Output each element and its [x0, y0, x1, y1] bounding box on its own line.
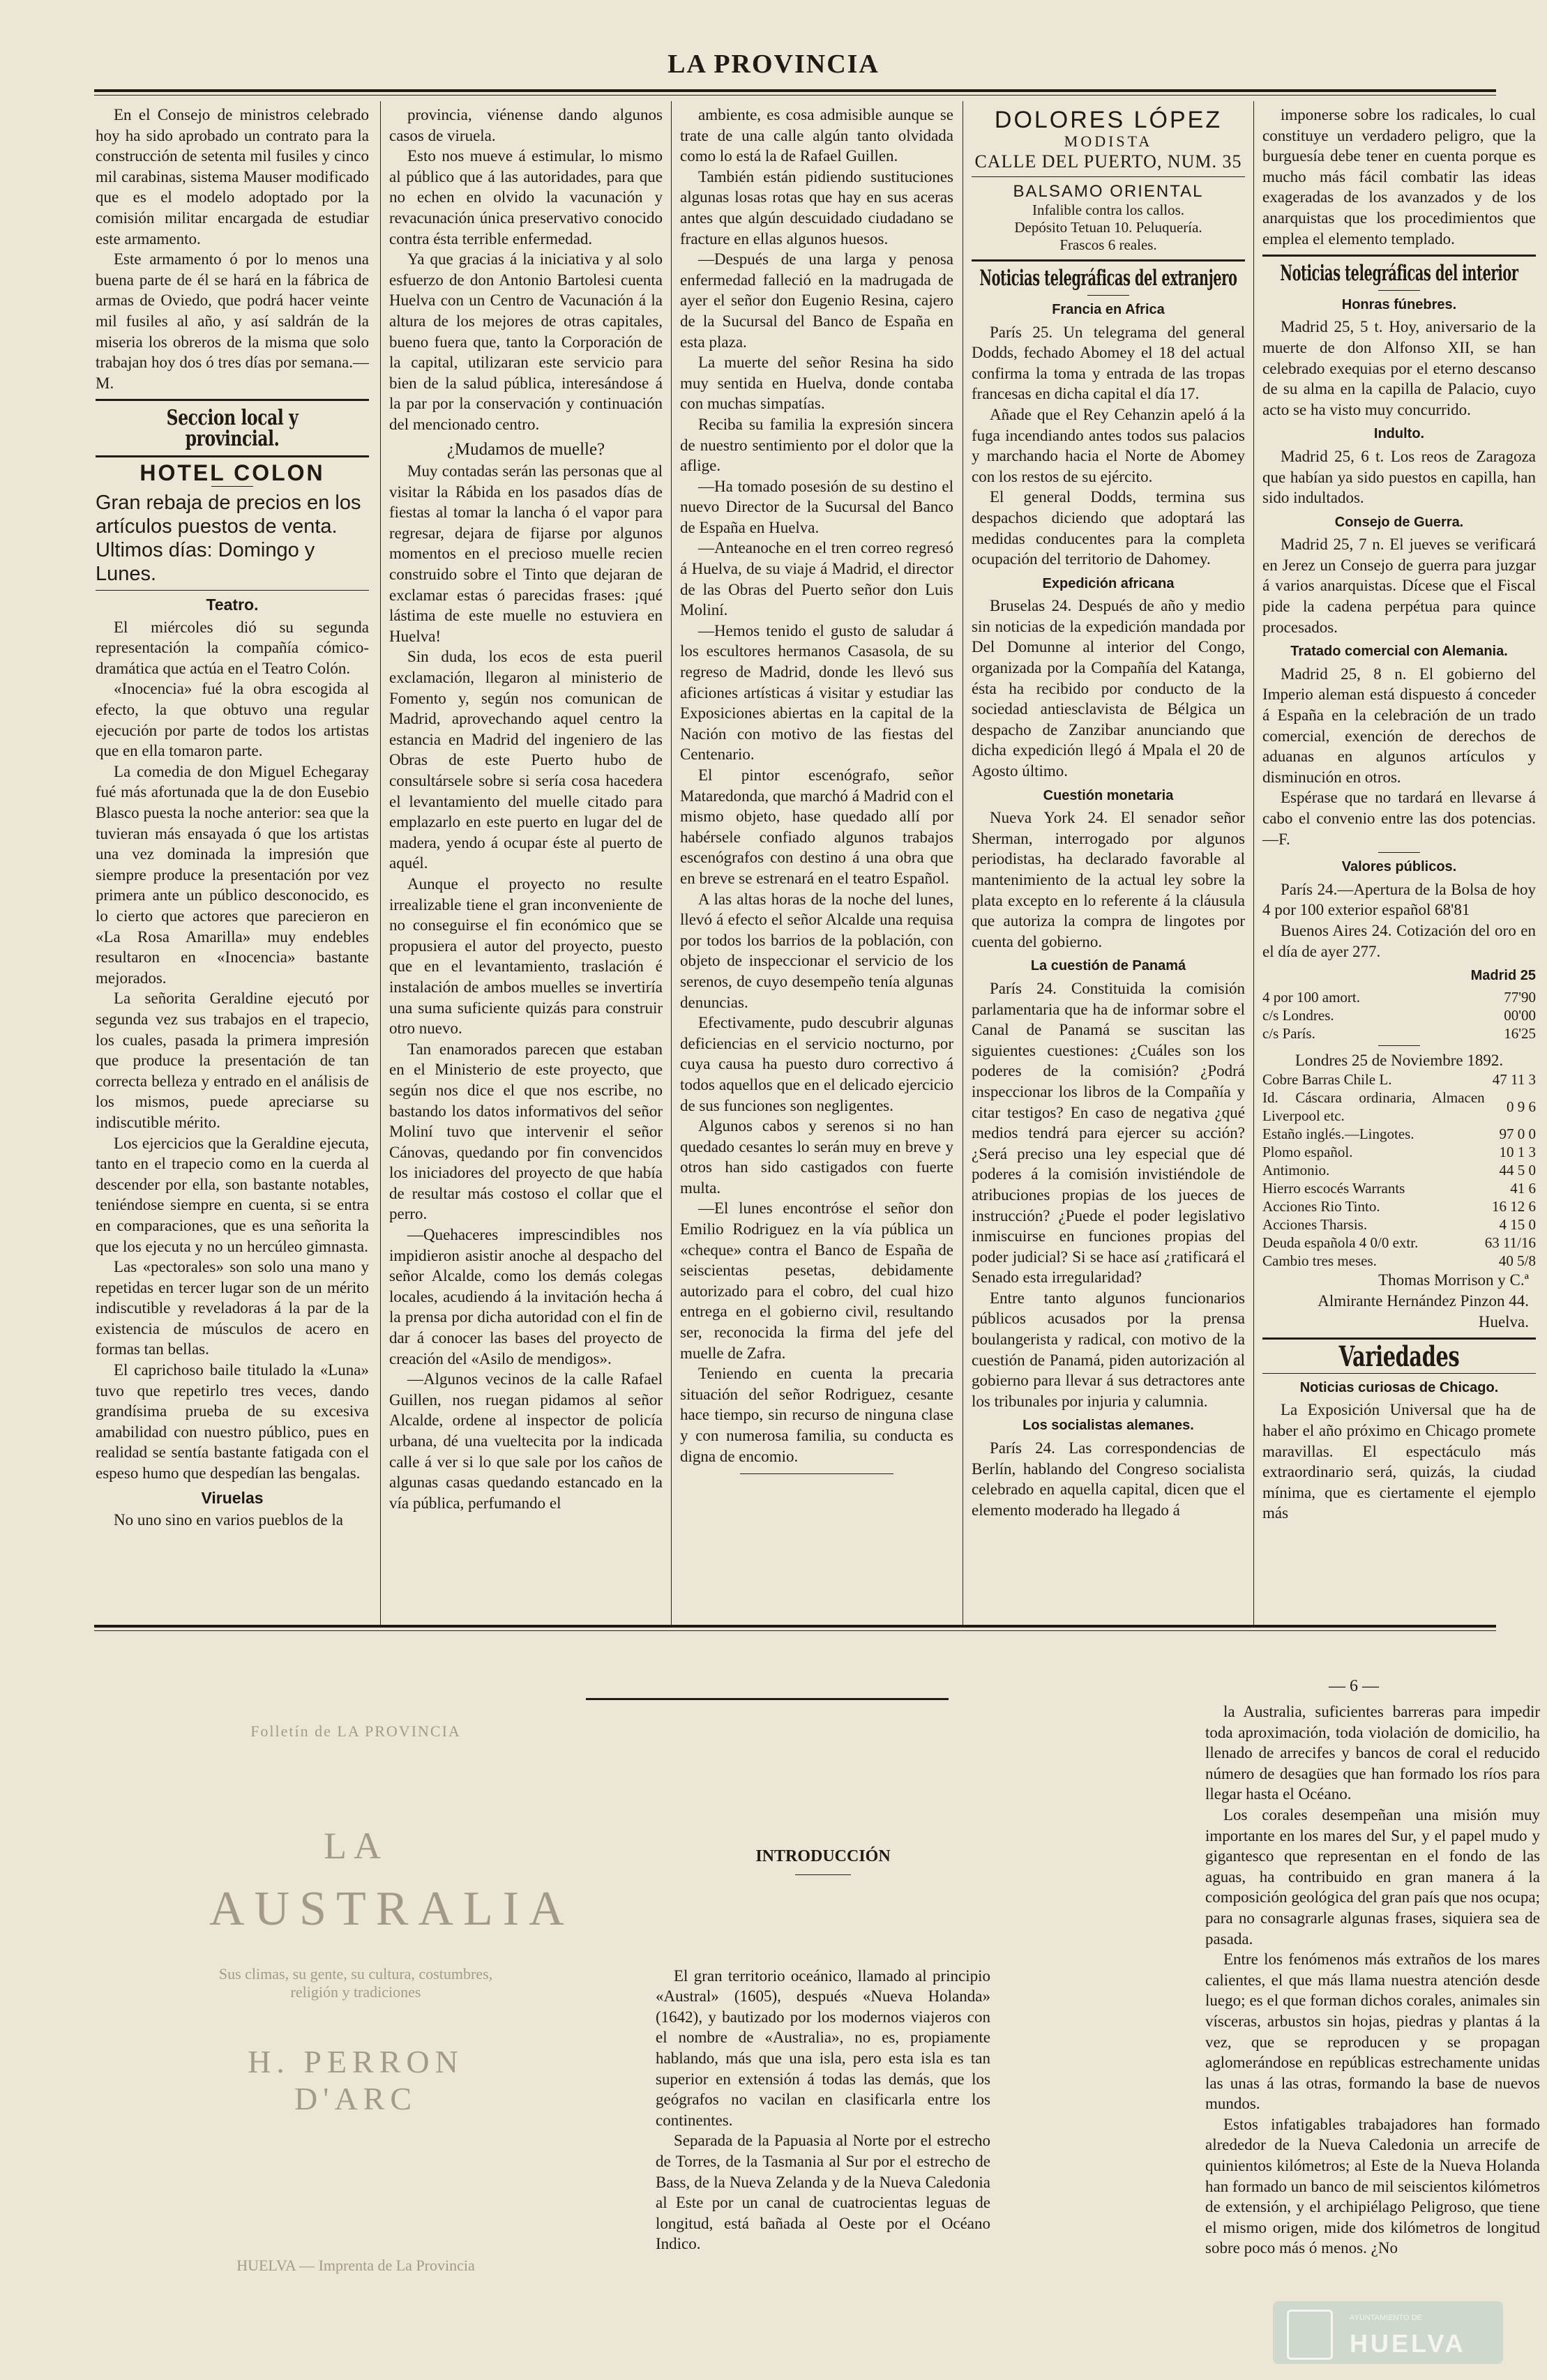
paragraph: Entre tanto algunos funcionarios públicos acusados por la prensa boulangerista y radical, con motivo de la cuestión de Panamá, piden autorización al gobierno para llevar á sus detractores ante los tribunales por injuria y calumnia.: [972, 1289, 1245, 1410]
paragraph: Este armamento ó por lo menos una buena parte de él se hará en la fábrica de armas de Oviedo, que podrá hacer veinte mil fusiles al año, y así saldrán de la miseria los obreros de la misma que solo trabajan hoy dos ó tres días por semana.—M.: [96, 250, 369, 392]
paragraph: París 25. Un telegrama del general Dodds, fechado Abomey el 18 del actual confirma la toma y entrada de las tropas francesas en dicha capital el día 17.: [972, 323, 1245, 403]
row-label: Antimonio.: [1262, 1162, 1330, 1179]
guerra-heading: Consejo de Guerra.: [1334, 514, 1464, 530]
valores-body: [1262, 879, 1536, 962]
column-3: [680, 105, 953, 1597]
divider: [96, 590, 369, 591]
francia-heading: Francia en Africa: [1052, 301, 1165, 317]
row-value: 77'90: [1504, 988, 1536, 1006]
paragraph: Nueva York 24. El senador señor Sherman, interrogado por algunos periodistas, ha declarado favorable al mantenimiento de la actual ley sobre la plata excepto en lo referente á la cláusula que autoriza la compra de lingotes por cuenta del gobierno.: [972, 809, 1245, 950]
paragraph: El general Dodds, termina sus despachos diciendo que adoptará las medidas conducentes para la completa ocupación del territorio de Dahomey.: [972, 488, 1245, 568]
col1-intro: [96, 105, 369, 393]
chicago-body: [1262, 1400, 1536, 1524]
francia-body: [972, 322, 1245, 570]
section-title-local: Seccion local y provincial.: [166, 406, 299, 451]
paragraph: —Algunos vecinos de la calle Rafael Guillen, nos ruegan pidamos al señor Alcalde, ordene al inspector de policía urbana, dé una vueltecita por la indicada calle á ver si lo que sale por los caños de algunas casas quedando estancado en la vía pública, perfumando el: [389, 1370, 663, 1512]
spacer: [656, 1882, 990, 1966]
stamp-text: HUELVA: [1350, 2329, 1466, 2358]
table-row: [1262, 1252, 1536, 1270]
col5-body: [1262, 105, 1536, 249]
divider: [96, 455, 369, 457]
honras-body: [1262, 317, 1536, 420]
cuestion-body: [972, 808, 1245, 952]
table-row: [1262, 1089, 1536, 1125]
col3-body: [680, 105, 953, 1466]
paragraph: Separada de la Papuasia al Norte por el estrecho de Torres, de la Tasmania al Sur por el estrecho de Bass, de la Nueva Zelanda y de la Nueva Caledonia al Este por un canal de cuatrocientas leguas de longitud, está bañada al Oeste por el Océano Indico.: [656, 2132, 990, 2253]
column-2: [389, 105, 663, 1611]
masthead: LA PROVINCIA: [667, 50, 880, 79]
madrid-table: [1262, 988, 1536, 1043]
column-5: [1262, 105, 1536, 1611]
divider: [96, 399, 369, 401]
row-label: Acciones Rio Tinto.: [1262, 1198, 1380, 1215]
paragraph: —Hemos tenido el gusto de saludar á los escultores hermanos Casasola, de su regreso de Madrid, donde les llevó sus aficiones artísticas á visitar y estudiar las Exposiciones abiertas en la capital de la Nación con motivo de las fiestas del Centenario.: [680, 621, 953, 764]
column-1: [96, 105, 369, 1611]
paragraph: la Australia, suficientes barreras para impedir toda aproximación, toda violación de domicilio, ha llenado de arrecifes y bancos de coral el reducido número de desagües que han formado los ríos para llegar hasta el Océano.: [1205, 1703, 1540, 1803]
short-rule: [1378, 290, 1420, 291]
paragraph: La señorita Geraldine ejecutó por segunda vez sus trabajos en el trapecio, los cuales, pasada la primera impresión que produce la presentación de tan correcta belleza y entrado en el análisis de los mismos, puede apreciarse su indiscutible mérito.: [96, 990, 369, 1131]
section-title-extranjero: Noticias telegráficas del extranjero: [979, 266, 1237, 291]
ad-line: Depósito Tetuan 10. Peluquería.: [1014, 219, 1202, 236]
paragraph: Aunque el proyecto no resulte irrealizable tiene el gran inconveniente de no conseguirse el fin económico que se propusiera el autor del proyecto, puesto que en el levantamiento, traslación é instalación de ambos muelles se invertiría una suma suficiente quizás para construir otro nuevo.: [389, 874, 663, 1038]
paragraph: ambiente, es cosa admisible aunque se trate de una calle algún tanto olvidada como lo está la de Rafael Guillen.: [680, 106, 953, 165]
paragraph: —Anteanoche en el tren correo regresó á Huelva, de su viaje á Madrid, el director de las Obras del Puerto señor don Luis Moliní.: [680, 539, 953, 619]
hotel-text: Gran rebaja de precios en los artículos puestos de venta. Ultimos días: Domingo y Lunes.: [96, 492, 361, 586]
page-bottom-rule: [94, 1625, 1496, 1628]
short-rule: [1378, 1045, 1420, 1046]
divider: [972, 259, 1245, 262]
folletin-rule: [586, 1698, 949, 1700]
table-row: [1262, 1143, 1536, 1161]
col2-body: [389, 105, 663, 435]
hotel-name: HOTEL COLON: [139, 460, 325, 485]
paragraph: Efectivamente, pudo descubrir algunas deficiencias en el servicio nocturno, por cuya causa ha puesto duro correctivo á todos aquellos que en el delicado ejercicio de sus funciones son negligentes.: [680, 1014, 953, 1114]
row-label: Cobre Barras Chile L.: [1262, 1071, 1392, 1089]
panama-heading: La cuestión de Panamá: [1030, 958, 1186, 974]
divider: [1262, 255, 1536, 257]
row-value: 4 15 0: [1499, 1216, 1536, 1234]
paragraph: El caprichoso baile titulado la «Luna» tuvo que repetirlo tres veces, dando grandísima prueba de su excesiva amabilidad con nuestro público, pues en realidad se sentía bastante fatigada con el espeso humo que despedían las bengalas.: [96, 1361, 369, 1483]
paragraph: La comedia de don Miguel Echegaray fué más afortunada que la de don Eusebio Blasco puesta la noche anterior: sea que la tuvieran más ensayada ó que los artistas una vez dominada la impresión que siempre produce la presentación por vez primera ante un público desconocido, es lo cierto que actores que parecieron en «La Rosa Amarilla» muy endebles resultaron en «Inocencia» bastante mejorados.: [96, 762, 369, 987]
chicago-heading: Noticias curiosas de Chicago.: [1299, 1379, 1499, 1395]
table-row: [1262, 1197, 1536, 1215]
paragraph: También están pidiendo sustituciones algunas losas rotas que hay en sus aceras antes que algún descuidado ciudadano se fracture en ellas algunos huesos.: [680, 167, 953, 248]
indulto-heading: Indulto.: [1373, 426, 1425, 442]
row-value: 00'00: [1504, 1006, 1536, 1024]
intro-title: INTRODUCCIÓN: [755, 1847, 891, 1865]
introduccion-column: [656, 1841, 990, 2253]
table-row: [1262, 1070, 1536, 1089]
short-rule: [795, 1874, 851, 1875]
tratado-body: [1262, 664, 1536, 849]
row-label: Plomo español.: [1262, 1144, 1353, 1161]
column-4: [972, 105, 1245, 1611]
table-row: [1262, 1215, 1536, 1234]
paragraph: Los corales desempeñan una misión muy importante en los mares del Sur, y el papel mudo y gigantesco que representan en el fondo de las aguas, ha contribuido en gran manera á la composición geológica del gran país que nos ocupa; para no consagrarle algunas frases, siquiera sea de pasada.: [1205, 1805, 1540, 1948]
row-value: 10 1 3: [1499, 1144, 1536, 1161]
ad-modista: MODISTA: [1064, 132, 1153, 150]
muelle-body: [389, 461, 663, 1513]
row-value: 0 9 6: [1507, 1098, 1536, 1116]
row-label: Deuda española 4 0/0 extr.: [1262, 1234, 1419, 1252]
cuestion-heading: Cuestión monetaria: [1043, 787, 1174, 803]
paragraph: imponerse sobre los radicales, lo cual constituye un verdadero peligro, que la burguesía debe tener en cuenta porque es mucho más fácil combatir las ideas exageradas de los avanzados y de los anarquistas que los procedimientos que emplea el elemento templado.: [1262, 106, 1536, 248]
row-label: 4 por 100 amort.: [1262, 988, 1360, 1006]
ad-line: Infalible contra los callos.: [1032, 202, 1185, 219]
short-rule: [1378, 852, 1420, 853]
paragraph: Espérase que no tardará en llevarse á cabo el convenio entre las dos potencias.—F.: [1262, 789, 1536, 848]
paragraph: Teniendo en cuenta la precaria situación del señor Rodriguez, cesante hace tiempo, sin recurso de ninguna clase y con numerosa familia, su conducta es digna de encomio.: [680, 1365, 953, 1465]
ad-line: Frascos 6 reales.: [1059, 236, 1157, 254]
row-label: Estaño inglés.—Lingotes.: [1262, 1125, 1414, 1143]
variedades-title: Variedades: [1338, 1340, 1460, 1374]
paragraph: El pintor escenógrafo, señor Mataredonda, que marchó á Madrid con el mismo objeto, hase quedado allí por habérsele confiado algunos trabajos escenógrafos con destino á una obra que en breve se estrenará en el teatro Español.: [680, 766, 953, 887]
teatro-body: [96, 617, 369, 1484]
masthead-rule-thin: [94, 95, 1496, 96]
paragraph: —El lunes encontróse el señor don Emilio Rodriguez en la vía pública un «cheque» contra el Banco de España de seiscientas pesetas, debidamente autorizado para el cobro, del cual hizo entrega en el gobierno civil, resultando ser, reconocida la firma del jefe del muelle de Zafra.: [680, 1199, 953, 1362]
page-number: — 6 —: [1329, 1677, 1379, 1695]
paragraph: Bruselas 24. Después de año y medio sin noticias de la expedición mandada por Del Domunne al interior del Congo, organizada por la Compañía del Katanga, ésta ha recibido por conducto de la sociedad antiesclavista de Bélgica un despacho de Zanzibar anunciando que dicha expedición llegó á Mpala el 20 de Agosto último.: [972, 597, 1245, 780]
signature: Almirante Hernández Pinzon 44.: [1318, 1291, 1529, 1310]
paragraph: París 24. Las correspondencias de Berlín, hablando del Congreso socialista celebrado en aquella capital, dicen que el elemento moderado ha llegado á: [972, 1439, 1245, 1519]
panama-body: [972, 978, 1245, 1411]
madrid-heading: Madrid 25: [1470, 968, 1536, 984]
paragraph: Reciba su familia la expresión sincera de nuestro sentimiento por el dolor que la aflige.: [680, 415, 953, 475]
expedicion-body: [972, 596, 1245, 781]
paragraph: —Ha tomado posesión de su destino el nuevo Director de la Sucursal del Banco de España en Huelva.: [680, 477, 953, 536]
signature: Huelva.: [1478, 1312, 1529, 1331]
table-row: [1262, 1234, 1536, 1252]
paragraph: Ya que gracias á la iniciativa y al solo esfuerzo de don Antonio Bartolesi cuenta Huelva con un Centro de Vacunación á la altura de los mejores de otras capitales, bueno fuera que, tanto la Corporación de la capital, utilizaran este servicio para bien de la salud pública, interesándose á la par por la conservación y continuación del mencionado centro.: [389, 250, 663, 433]
ad-dolores-lopez: DOLORES LÓPEZ: [994, 107, 1223, 133]
masthead-rule: [94, 89, 1496, 92]
column-separator: [671, 101, 672, 1625]
ghost-folletin-cover: Folletín de LA PROVINCIA LA AUSTRALIA Sus climas, su gente, su cultura, costumbres, religión y tradiciones H. PERRON D'ARC HUELVA — Imprenta de La Provincia: [209, 1722, 574, 2274]
paragraph: París 24. Constituida la comisión parlamentaria que ha de informar sobre el Canal de Panamá se suscitan las siguientes cuestiones: ¿Cuáles son los poderes de la comisión? ¿Podrá inspeccionar los libros de la Compañía y citar testigos? En caso de negativa ¿qué medios tendrá para ejercer su acción? ¿Será preciso una ley especial que dé poderes á la comisión invistiéndole de atribuciones propias de los jueces de instrucción? ¿Puede el poder legislativo inmiscuirse en funciones propias del poder judicial? Si se hace así ¿ratificará el Senado esta irregularidad?: [972, 979, 1245, 1287]
expedicion-heading: Expedición africana: [1042, 575, 1175, 591]
londres-table: [1262, 1070, 1536, 1270]
paragraph: Tan enamorados parecen que estaban en el Ministerio de este proyecto, que según nos dice el que nos escribe, no bastando los datos informativos del señor Moliní tuvo que intervenir el señor Cánovas, quedando por fin convencidos los iniciadores del proyecto de que había de resultar más costoso el collar que el perro.: [389, 1040, 663, 1223]
paragraph: Sin duda, los ecos de esta pueril exclamación, llegaron al ministerio de Fomento y, según nos comunican de Madrid, aprovechando aquel centro la estancia en Madrid del ingeniero de las Obras de este Puerto hubo de consultársele sobre si sería cosa hacedera el levantamiento del muelle citado para emplazarlo en este puerto en lugar del de madera, yendo á ocupar éste al puerto de aquél.: [389, 648, 663, 872]
indulto-body: [1262, 446, 1536, 508]
paragraph: Esto nos mueve á estimular, lo mismo al público que á las autoridades, para que no echen en olvido la vacunación y revacunación única preservativo conocido contra ésta terrible enfermedad.: [389, 147, 663, 248]
row-label: Cambio tres meses.: [1262, 1252, 1377, 1270]
paragraph: París 24.—Apertura de la Bolsa de hoy 4 por 100 exterior español 68'81: [1262, 880, 1536, 919]
row-label: c/s París.: [1262, 1024, 1315, 1042]
row-label: Hierro escocés Warrants: [1262, 1180, 1405, 1197]
socialistas-heading: Los socialistas alemanes.: [1022, 1418, 1194, 1434]
paragraph: Madrid 25, 6 t. Los reos de Zaragoza que habían ya sido puestos en capilla, han sido indultados.: [1262, 447, 1536, 507]
table-row: [1262, 1024, 1536, 1043]
teatro-heading: Teatro.: [206, 596, 259, 614]
row-value: 40 5/8: [1498, 1252, 1536, 1270]
paragraph: Buenos Aires 24. Cotización del oro en el día de ayer 277.: [1262, 921, 1536, 960]
short-rule: [211, 486, 253, 487]
row-value: 44 5 0: [1499, 1162, 1536, 1179]
paragraph: Madrid 25, 8 n. El gobierno del Imperio aleman está dispuesto á conceder á España en la celebración de un trado comercial, exención de derechos de aduanas en algunos artículos y disminución en otros.: [1262, 665, 1536, 786]
valores-heading: Valores públicos.: [1341, 859, 1457, 875]
paragraph: El miércoles dió su segunda representación la compañía cómico-dramática que actúa en el Teatro Colón.: [96, 618, 369, 677]
row-label: Id. Cáscara ordinaria, Almacen Liverpool etc.: [1262, 1089, 1485, 1125]
paragraph: Algunos cabos y serenos si no han quedado cesantes lo serán muy en breve y otros han sido castigados con fuerte multa.: [680, 1117, 953, 1197]
ad-address: CALLE DEL PUERTO, NUM. 35: [974, 151, 1242, 172]
paragraph: —Después de una larga y penosa enfermedad falleció en la madrugada de ayer el señor don Eugenio Resina, cajero de la Sucursal del Banco de España en esta plaza.: [680, 250, 953, 351]
signature: Thomas Morrison y C.ª: [1378, 1271, 1529, 1289]
row-value: 97 0 0: [1499, 1125, 1536, 1143]
row-value: 47 11 3: [1492, 1071, 1536, 1089]
londres-heading: Londres 25 de Noviembre 1892.: [1295, 1051, 1504, 1069]
paragraph: Entre los fenómenos más extraños de los mares calientes, el que más llama nuestra atención desde luego; es el que forman dichos corales, animales sin vísceras, arbustos sin hojas, piedras y plantas á la vez, que se reproducen y se propagan aglomerándose en repúblicas estrechamente unidas las unas á las otras, formando la base de nuevos mundos.: [1205, 1950, 1540, 2113]
row-value: 63 11/16: [1484, 1234, 1536, 1252]
table-row: [1262, 988, 1536, 1006]
australia-body: [1205, 1701, 1540, 2259]
row-value: 41 6: [1510, 1180, 1536, 1197]
column-separator: [1253, 101, 1254, 1625]
viruelas-start: No uno sino en varios pueblos de la: [114, 1511, 343, 1529]
section-title-interior: Noticias telegráficas del interior: [1280, 261, 1518, 287]
paragraph: Madrid 25, 7 n. El jueves se verificará en Jerez un Consejo de guerra para juzgar á varios anarquistas. Dícese que el Fiscal pide la cadena perpétua para quince procesados.: [1262, 536, 1536, 636]
row-value: 16'25: [1504, 1024, 1536, 1042]
paragraph: «Inocencia» fué la obra escogida al efecto, la que obtuvo una regular ejecución por parte de todos los artistas que en ella tomaron parte.: [96, 680, 369, 760]
stamp-caption: AYUNTAMIENTO DE: [1350, 2314, 1422, 2322]
paragraph: Añade que el Rey Cehanzin apeló á la fuga incendiando antes todos sus palacios y marchando hacia el Norte de Abomey con los restos de su ejército.: [972, 405, 1245, 485]
paragraph: Estos infatigables trabajadores han formado alrededor de la Nueva Caledonia un arrecife de quinientos kilómetros; al Este de la Nueva Holanda han formado un banco de mil seiscientos kilómetros de extensión, y el archipiélago Peligroso, que tiene el mismo origen, mide dos kilómetros de longitud sobre poco más ó menos. ¿No: [1205, 2115, 1540, 2257]
row-label: Acciones Tharsis.: [1262, 1216, 1368, 1234]
australia-right-column: [1205, 1701, 1540, 2364]
row-value: 16 12 6: [1492, 1198, 1536, 1215]
table-row: [1262, 1179, 1536, 1197]
divider: [1262, 1337, 1536, 1340]
ad-balsamo: BALSAMO ORIENTAL: [1013, 181, 1204, 201]
socialistas-body: [972, 1438, 1245, 1520]
viruelas-heading: Viruelas: [201, 1488, 264, 1507]
end-rule: [740, 1473, 893, 1474]
paragraph: Los ejercicios que la Geraldine ejecuta, tanto en el trapecio como en la cuerda al descender por ella, son bastante notables, teniéndose siempre en cuenta, si se entra en comparaciones, que es una señorita la que los ejecuta y no un hercúleo gimnasta.: [96, 1134, 369, 1255]
muelle-heading: ¿Mudamos de muelle?: [446, 439, 605, 459]
row-label: c/s Londres.: [1262, 1006, 1334, 1024]
column-separator: [380, 101, 381, 1625]
guerra-body: [1262, 534, 1536, 637]
table-row: [1262, 1125, 1536, 1143]
divider: [972, 176, 1245, 177]
tratado-heading: Tratado comercial con Alemania.: [1290, 644, 1508, 660]
paragraph: Madrid 25, 5 t. Hoy, aniversario de la muerte de don Alfonso XII, se han celebrado exequias por el eterno descanso de su alma en la capilla de Palacio, cuyo acto se ha visto muy concurrido.: [1262, 318, 1536, 418]
page-bottom-rule-thin: [94, 1630, 1496, 1631]
paragraph: A las altas horas de la noche del lunes, llevó á efecto el señor Alcalde una requisa por todos los barrios de la población, con objeto de inspeccionar el servicio de los serenos, de cuyo desempeño tenía algunas denuncias.: [680, 890, 953, 1011]
honras-heading: Honras fúnebres.: [1341, 296, 1457, 312]
table-row: [1262, 1161, 1536, 1179]
paragraph: provincia, viénense dando algunos casos de viruela.: [389, 106, 663, 144]
paragraph: —Quehaceres imprescindibles nos impidieron asistir anoche al despacho del señor Alcalde, como los demás colegas locales, acudiendo á la invitación hecha á la prensa por dicha autoridad con el fin de dar á conocer las bases del proyecto de creación del «Asilo de mendigos».: [389, 1226, 663, 1367]
paragraph: En el Consejo de ministros celebrado hoy ha sido aprobado un contrato para la construcción de setenta mil fusiles y cinco mil carabinas, sistema Mauser modificado que es el modelo adoptado por la comisión militar encargada de estudiar este armamento.: [96, 106, 369, 248]
paragraph: Muy contadas serán las personas que al visitar la Rábida en los pasados días de fiestas al tomar la lancha ó el vapor para regresar, dejara de fijarse por algunos momentos en el precioso muelle recien construido sobre el Tinto que dejaran de exclamar estas ó parecidas frases: ¡qué lástima de este muelle no estuviera en Huelva!: [389, 462, 663, 645]
table-row: [1262, 1006, 1536, 1024]
short-rule: [1087, 295, 1129, 296]
paragraph: La muerte del señor Resina ha sido muy sentida en Huelva, donde contaba con muchas simpatías.: [680, 354, 953, 413]
paragraph: Las «pectorales» son solo una mano y repetidas en tercer lugar son de un mérito indiscutible y reveladoras á la par de la existencia de músculos de acero en formas tan bellas.: [96, 1258, 369, 1358]
shield-icon: [1287, 2310, 1333, 2360]
intro-body: [656, 1966, 990, 2254]
paragraph: El gran territorio oceánico, llamado al principio «Austral» (1605), después «Nueva Holanda» (1642), y bautizado por los modernos viajeros con el nombre de «Australia», no es, propiamente hablando, más que una isla, pero esta isla es tan superior en extensión á todas las demás, que los geógrafos no vacilan en clasificarla entre los continentes.: [656, 1966, 990, 2129]
paragraph: La Exposición Universal que ha de haber el año próximo en Chicago promete maravillas. El espectáculo más extraordinario será, quizás, la ciudad mínima, que es ciertamente el ejemplo más: [1262, 1401, 1536, 1522]
